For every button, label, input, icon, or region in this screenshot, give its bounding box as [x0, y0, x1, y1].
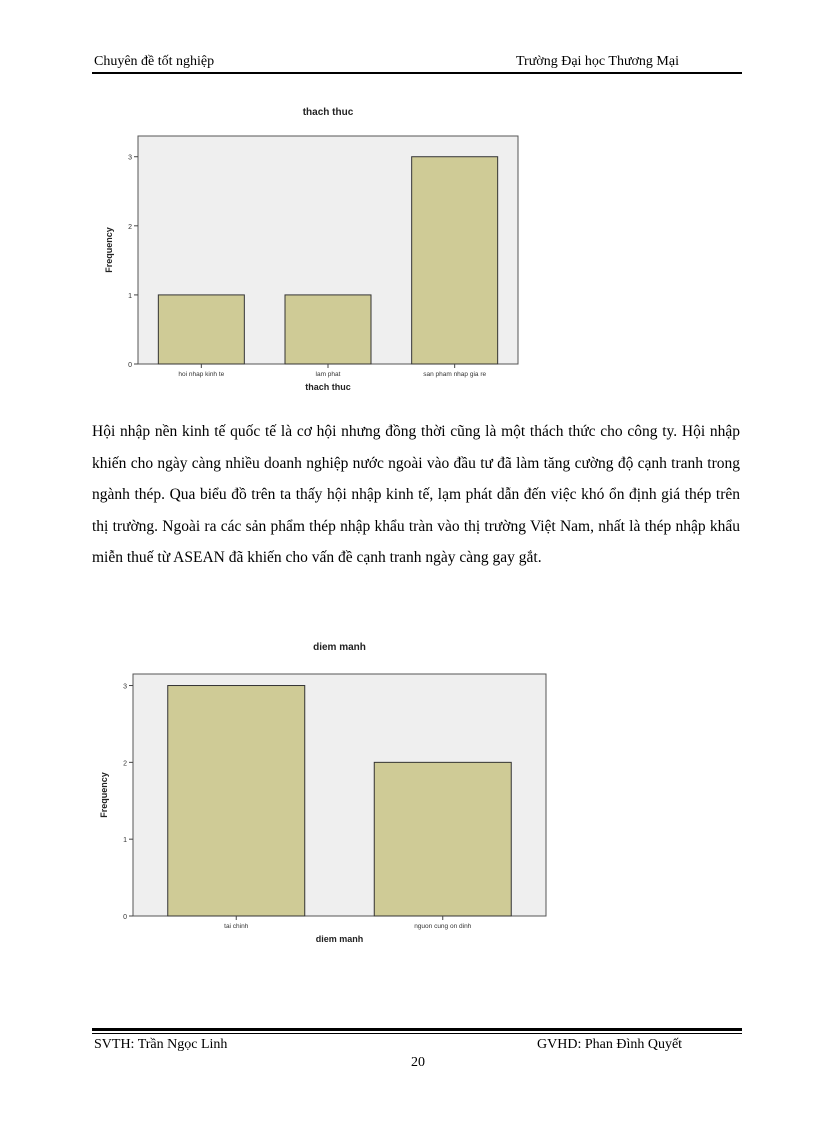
- bar-chart-diem-manh: [90, 633, 560, 955]
- bar-chart-thach-thuc: [90, 98, 530, 400]
- x-tick-label: san pham nhap gia re: [423, 371, 487, 378]
- y-axis-label: Frequency: [104, 227, 114, 273]
- bar-nguon-cung-on-dinh: [374, 762, 511, 916]
- y-axis-label: Frequency: [99, 772, 109, 818]
- y-tick-label: 1: [128, 292, 132, 300]
- y-tick-label: 2: [128, 223, 132, 231]
- footer-rule-thin: [92, 1033, 742, 1034]
- y-tick-label: 0: [128, 362, 132, 369]
- header-left-text: Chuyên đề tốt nghiệp: [94, 54, 215, 69]
- page-number: 20: [411, 1055, 425, 1070]
- y-tick-label: 2: [123, 760, 127, 768]
- y-tick-label: 0: [123, 914, 127, 921]
- x-axis-label: diem manh: [315, 934, 364, 944]
- y-tick-label: 1: [123, 837, 127, 845]
- header-right-text: Trường Đại học Thương Mại: [516, 54, 679, 69]
- y-tick-label: 3: [123, 683, 127, 691]
- bar-tai-chinh: [168, 686, 305, 916]
- y-tick-label: 3: [128, 154, 132, 162]
- footer-rule-thick: [92, 1028, 742, 1031]
- bar-hoi-nhap-kinh-te: [158, 295, 244, 364]
- x-axis-label: thach thuc: [305, 382, 351, 392]
- x-tick-label: hoi nhap kinh te: [178, 371, 225, 378]
- header-rule: [92, 72, 742, 74]
- chart-title: diem manh: [313, 642, 366, 653]
- body-paragraph: Hội nhập nền kinh tế quốc tế là cơ hội nhưng đồng thời cũng là một thách thức cho công ty. Hội nhập khiến cho ngày càng nhiều doanh nghiệp nước ngoài vào đầu tư đã làm tăng cường độ cạnh tranh trong ngành thép. Qua biểu đồ trên ta thấy hội nhập kinh tế, lạm phát dẫn đến việc khó ổn định giá thép trên thị trường. Ngoài ra các sản phẩm thép nhập khẩu tràn vào thị trường Việt Nam, nhất là thép nhập khẩu miễn thuế từ ASEAN đã khiến cho vấn đề cạnh tranh ngày càng gay gắt.: [92, 423, 740, 566]
- footer-right-text: GVHD: Phan Đình Quyết: [537, 1037, 683, 1052]
- chart-title: thach thuc: [302, 107, 354, 118]
- x-tick-label: tai chinh: [224, 923, 249, 930]
- x-tick-label: nguon cung on dinh: [414, 923, 472, 930]
- footer-left-text: SVTH: Trần Ngọc Linh: [94, 1037, 228, 1052]
- bar-san-pham-nhap-gia-re: [412, 157, 498, 364]
- x-tick-label: lam phat: [315, 371, 341, 378]
- bar-lam-phat: [285, 295, 371, 364]
